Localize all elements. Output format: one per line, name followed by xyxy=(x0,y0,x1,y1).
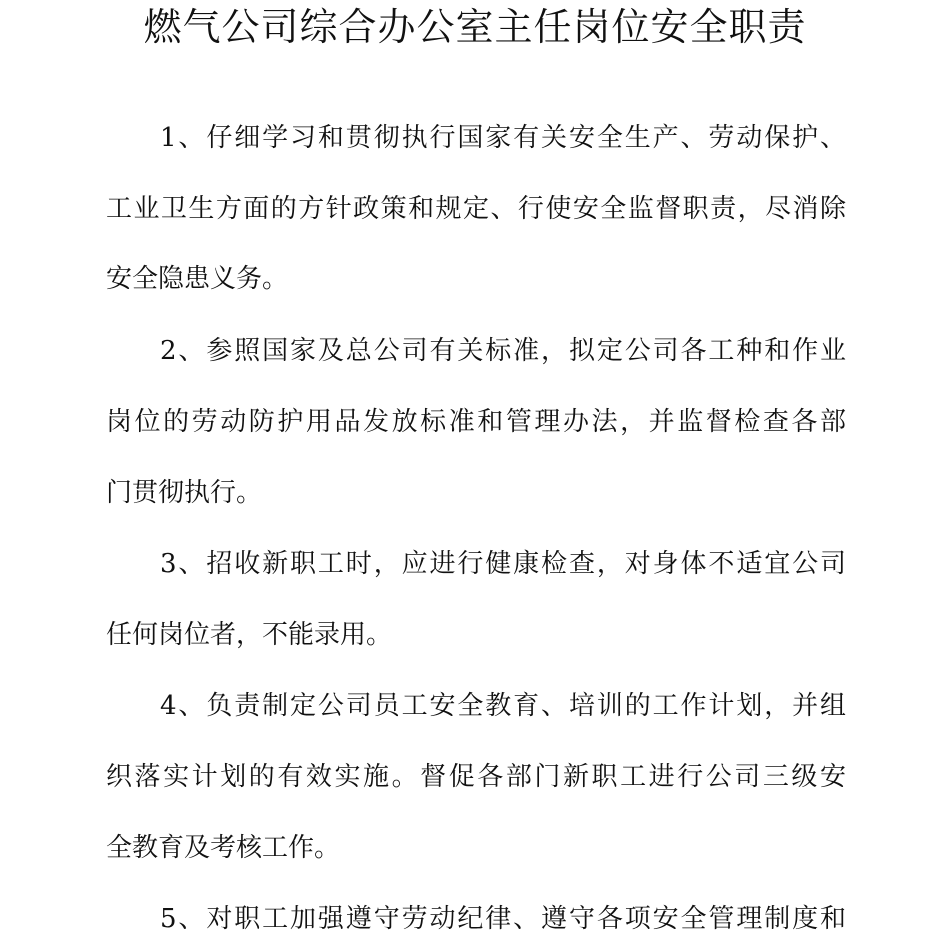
paragraph-1-line-3: 安全隐患义务。 xyxy=(106,264,289,294)
paragraph-1-line-2: 工业卫生方面的方针政策和规定、行使安全监督职责，尽消除 xyxy=(106,194,846,224)
paragraph-5-line-1: 5、对职工加强遵守劳动纪律、遵守各项安全管理制度和 xyxy=(160,904,846,934)
paragraph-2-line-2: 岗位的劳动防护用品发放标准和管理办法，并监督检查各部 xyxy=(106,407,846,437)
paragraph-4-line-3: 全教育及考核工作。 xyxy=(106,833,341,863)
paragraph-2-line-3: 门贯彻执行。 xyxy=(106,478,263,508)
paragraph-1-line-1: 1、仔细学习和贯彻执行国家有关安全生产、劳动保护、 xyxy=(160,123,846,153)
paragraph-3-line-2: 任何岗位者，不能录用。 xyxy=(106,620,393,650)
document-title: 燃气公司综合办公室主任岗位安全职责 xyxy=(143,5,807,49)
paragraph-4-line-2: 织落实计划的有效实施。督促各部门新职工进行公司三级安 xyxy=(106,762,846,792)
paragraph-4-line-1: 4、负责制定公司员工安全教育、培训的工作计划，并组 xyxy=(160,691,846,721)
paragraph-3-line-1: 3、招收新职工时，应进行健康检查，对身体不适宜公司 xyxy=(160,549,846,579)
paragraph-2-line-1: 2、参照国家及总公司有关标准，拟定公司各工种和作业 xyxy=(160,336,846,366)
